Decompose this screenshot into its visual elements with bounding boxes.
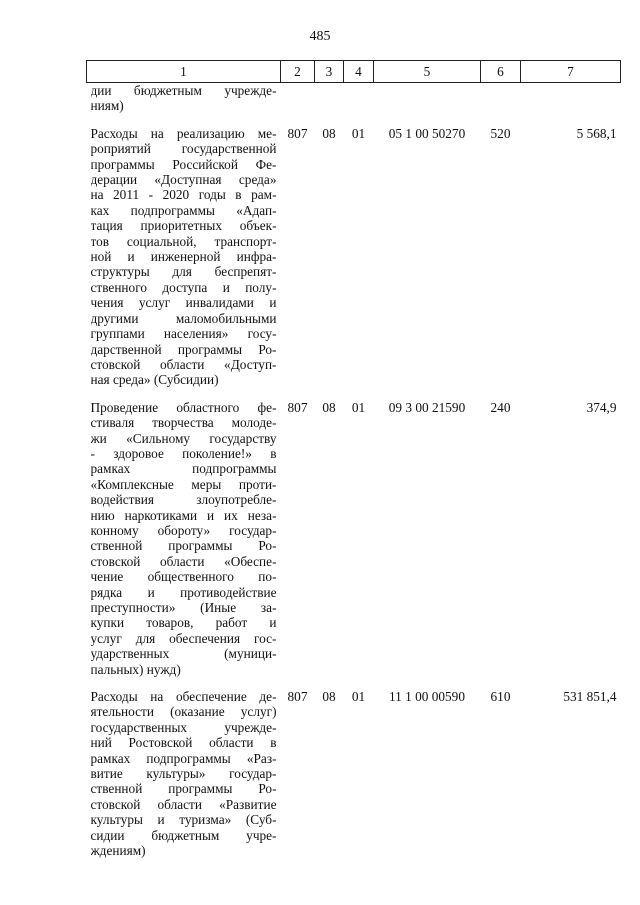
description-line: рамках подпрограммы «Раз- <box>90 750 277 766</box>
description-line: ках подпрограммы «Адап- <box>90 202 277 218</box>
description-line: «Комплексные меры проти- <box>90 476 277 492</box>
row-subsection-code: 01 <box>351 689 366 705</box>
row-expense-type <box>481 83 521 126</box>
header-cell: 6 <box>481 61 521 83</box>
row-description <box>87 126 281 400</box>
budget-table <box>86 60 621 871</box>
row-ministry-code: 807 <box>287 689 308 705</box>
description-line: Расходы на обеспечение де- <box>90 689 277 705</box>
description-line: чение общественного по- <box>90 569 277 585</box>
description-line: преступности» (Иные за- <box>90 600 277 615</box>
description-line: другими маломобильными <box>90 310 277 326</box>
description-line: дарственной программы Ро- <box>90 341 277 357</box>
description-line: программы Российской Фе- <box>90 156 277 172</box>
description-line: ная среда» (Субсидии) <box>90 372 219 388</box>
row-subsection-code: 01 <box>351 399 366 415</box>
row-section-code: 08 <box>322 689 336 705</box>
description-line: роприятий государственной <box>90 141 277 157</box>
description-line: витие культуры» государ- <box>90 766 277 782</box>
description-line: - здоровое поколение!» в <box>90 445 277 461</box>
description-line: государственных учрежде- <box>90 719 277 735</box>
description-line: стовской области «Доступ- <box>90 356 277 372</box>
row-amount: 531 851,4 <box>563 689 617 705</box>
row-subsection-code: 01 <box>351 125 366 141</box>
row-amount: 374,9 <box>586 399 617 415</box>
row-amount <box>521 83 621 126</box>
description-line: на 2011 - 2020 годы в рам- <box>90 187 277 203</box>
description-line: тация приоритетных объек- <box>90 218 277 234</box>
row-ministry-code: 807 <box>287 125 308 141</box>
description-line: ственной программы Ро- <box>90 781 277 797</box>
table-row <box>87 83 621 126</box>
row-target-article: 05 1 00 50270 <box>388 125 466 141</box>
row-section-code: 08 <box>322 399 336 415</box>
description-line: ной и инженерной инфра- <box>90 249 277 265</box>
description-line: культуры и туризма» (Суб- <box>90 812 277 828</box>
row-section-code <box>315 83 344 126</box>
description-line: сидии бюджетным учре- <box>90 827 277 843</box>
description-line: ударственных (муници- <box>90 646 277 662</box>
table-row <box>87 126 621 400</box>
description-line: купки товаров, работ и <box>90 615 277 631</box>
row-description <box>87 83 281 126</box>
description-line: нию наркотиками и их неза- <box>90 507 277 523</box>
description-line: Расходы на реализацию ме- <box>90 125 277 141</box>
description-line: рамках подпрограммы <box>90 461 277 477</box>
header-cell: 3 <box>315 61 344 83</box>
row-subsection-code <box>344 83 374 126</box>
header-cell: 7 <box>521 61 621 83</box>
row-expense-type: 520 <box>490 125 511 141</box>
description-line: структуры для беспрепят- <box>90 264 277 280</box>
description-line: ний Ростовской области в <box>90 735 277 751</box>
row-target-article: 09 3 00 21590 <box>388 399 466 415</box>
description-line: Проведение областного фе- <box>90 399 277 415</box>
row-ministry-code: 807 <box>287 399 308 415</box>
description-line: ятельности (оказание услуг) <box>90 704 277 720</box>
description-line: ственного доступа и полу- <box>90 279 277 295</box>
description-line: водействия злоупотребле- <box>90 492 277 508</box>
row-description <box>87 400 281 689</box>
header-cell: 5 <box>374 61 481 83</box>
row-target-article: 11 1 00 00590 <box>389 689 465 705</box>
description-line: ждениям) <box>90 843 146 859</box>
row-expense-type: 240 <box>490 399 511 415</box>
description-line: жи «Сильному государству <box>90 430 277 446</box>
description-line: стовской области «Обеспе- <box>90 553 277 569</box>
row-description <box>87 689 281 870</box>
description-line: услуг для обеспечения гос- <box>90 630 277 646</box>
description-line: пальных) нужд) <box>90 661 181 677</box>
description-line: дерации «Доступная среда» <box>90 172 277 188</box>
header-cell: 2 <box>281 61 315 83</box>
row-amount: 5 568,1 <box>576 125 617 141</box>
description-line: тов социальной, транспорт- <box>90 233 277 249</box>
description-line: стиваля творчества молоде- <box>90 415 277 431</box>
description-line: стовской области «Развитие <box>90 796 277 812</box>
header-cell: 4 <box>344 61 374 83</box>
header-cell: 1 <box>87 61 281 83</box>
description-line: конному обороту» государ- <box>90 522 277 538</box>
table-row <box>87 400 621 689</box>
description-line: чения услуг инвалидами и <box>90 295 277 311</box>
header-row <box>87 61 621 83</box>
row-section-code: 08 <box>322 125 336 141</box>
description-line: дии бюджетным учрежде- <box>90 83 277 98</box>
table-row <box>87 689 621 870</box>
description-line: рядка и противодействие <box>90 584 277 600</box>
description-line: ниям) <box>90 98 124 114</box>
row-expense-type: 610 <box>490 689 511 705</box>
row-target-article <box>374 83 481 126</box>
description-line: группами населения» госу- <box>90 326 277 342</box>
page-number: 485 <box>309 29 331 44</box>
row-ministry-code <box>281 83 315 126</box>
description-line: ственной программы Ро- <box>90 538 277 554</box>
